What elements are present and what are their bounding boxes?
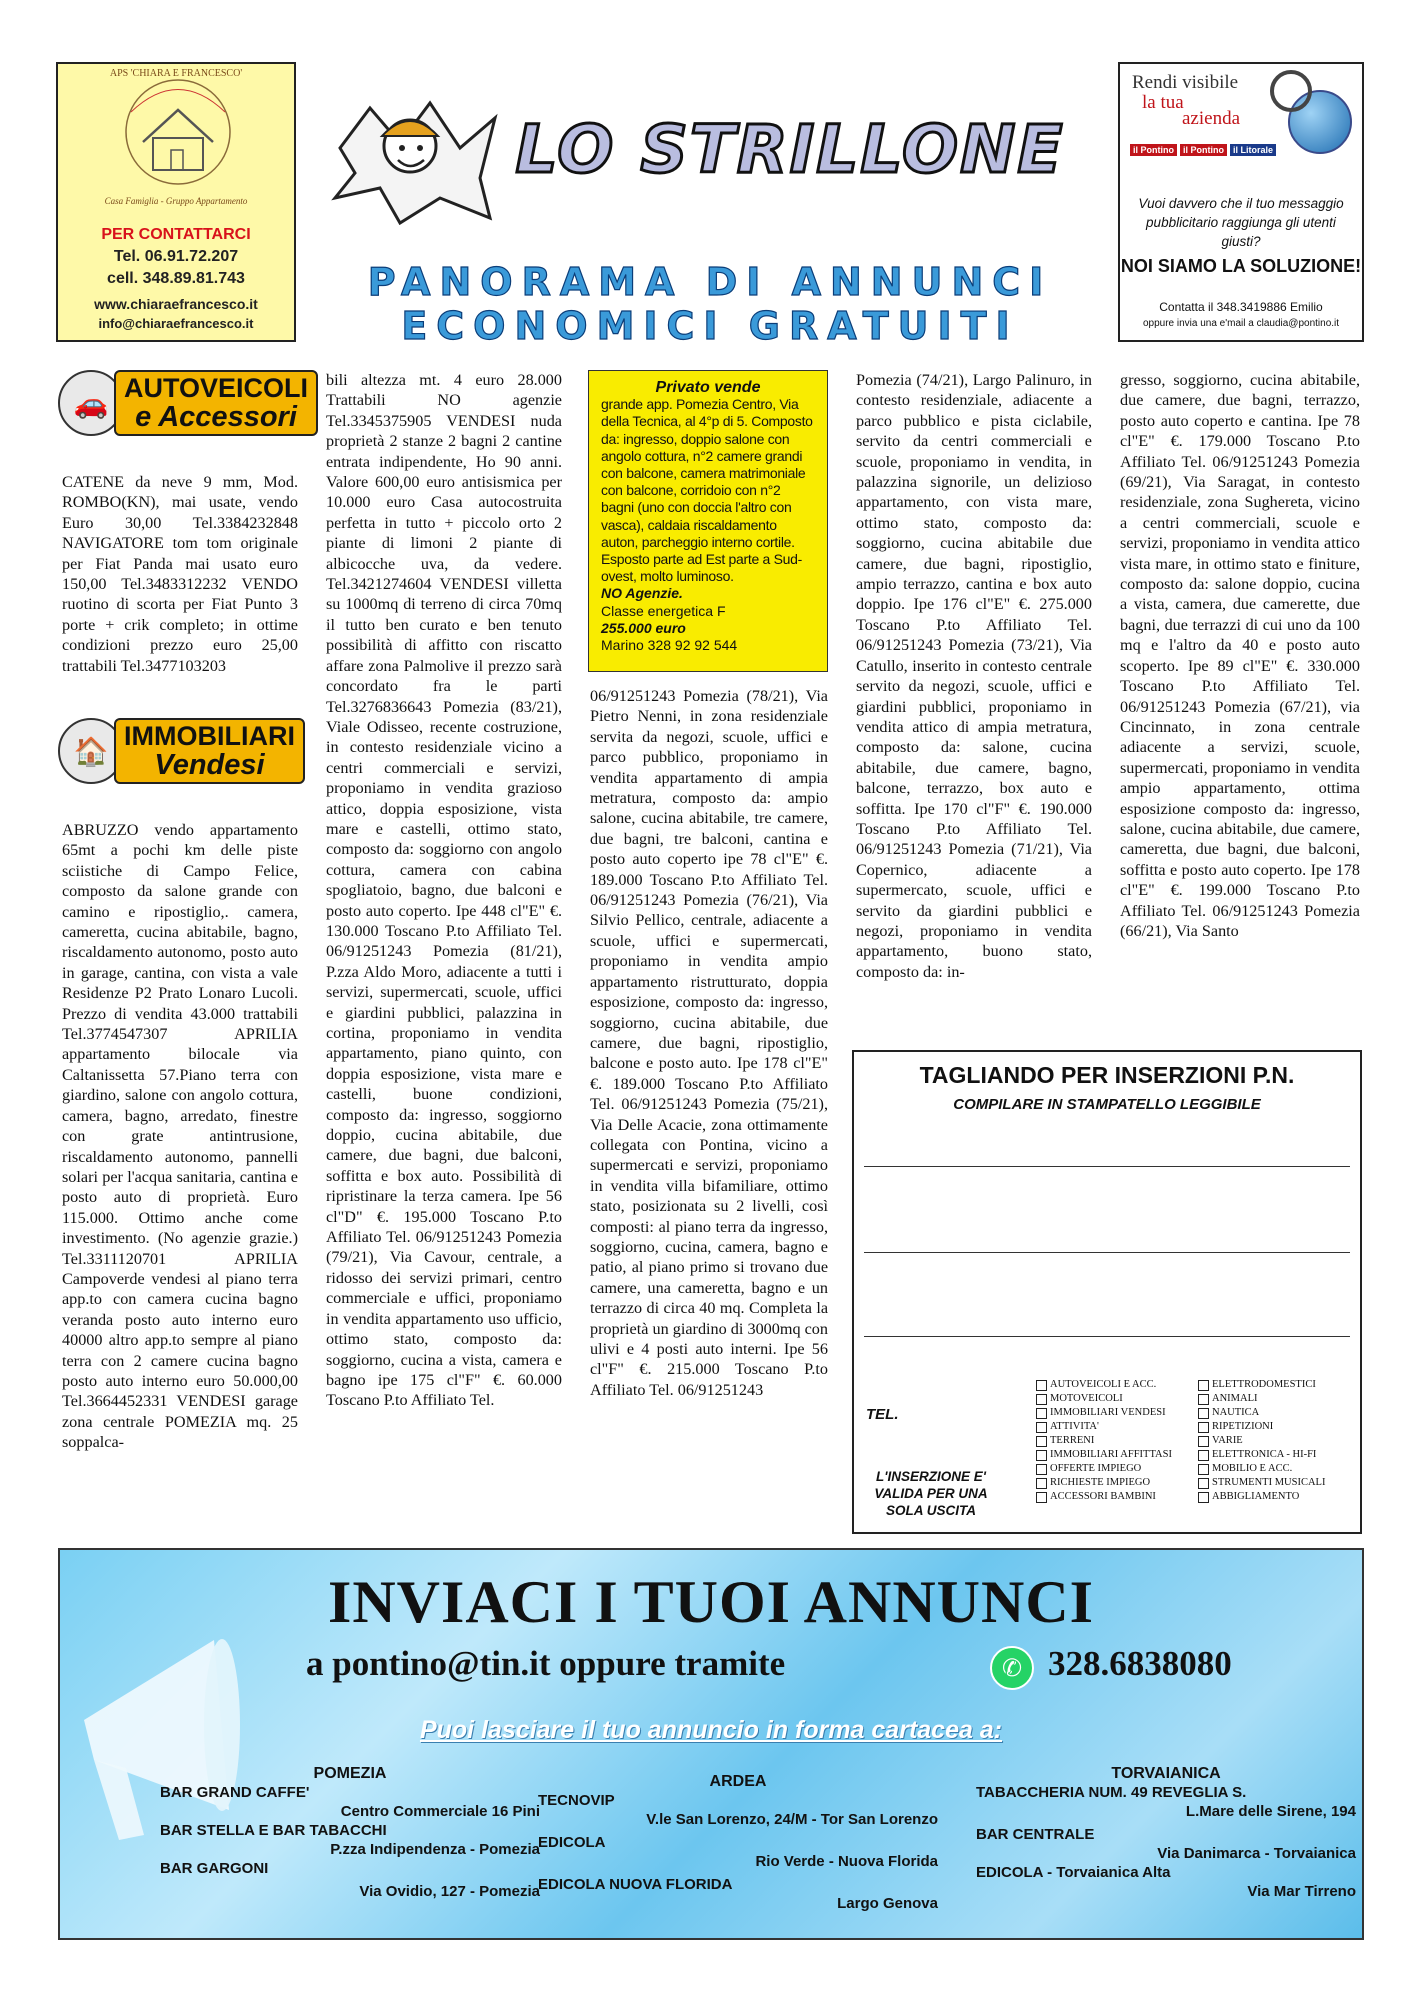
cat-immobiliari-affittasi[interactable]: IMMOBILIARI AFFITTASI	[1036, 1448, 1172, 1462]
section-auto-subtitle: e Accessori	[135, 401, 297, 433]
cat-strumenti-musicali[interactable]: STRUMENTI MUSICALI	[1198, 1476, 1325, 1490]
contact-tel: Tel. 06.91.72.207	[113, 248, 239, 265]
column-1-auto	[62, 472, 298, 676]
column-5	[1120, 370, 1360, 941]
cat-attivita[interactable]: ATTIVITA'	[1036, 1420, 1172, 1434]
cat-animali[interactable]: ANIMALI	[1198, 1392, 1325, 1406]
ardea-l5: EDICOLA NUOVA FLORIDA	[538, 1876, 733, 1893]
ads-col2: bili altezza mt. 4 euro 28.000 Trattabili NO agenzie Tel.3345375905 VENDESI nuda proprietà 2 stanze 2 bagni 2 cantine entrata indipendente, Ho 90 anni. Valore 600,00 euro antisismica per 10.000 euro Casa autocostruita perfetta in tutto + piccolo orto 2 piante di limoni 2 piante di albicocche uva, da vedere. Tel.3421274604 VENDESI villetta su 1000mq di terreno di circa 70mq il tutto ben curato e ben tenuto possibilità di affitto con riscatto affare zona Palmolive il prezzo sarà concordato fra le parti Tel.3276836643 Pomezia (83/21), Viale Odisseo, recente costruzione, in contesto residenziale vicino a centri commerciali e servizi, proponiamo in vendita grazioso attico, doppia esposizione, vista mare e castelli, ottimo stato, composto da: soggiorno con angolo cottura, camera con cabina spogliatoio, bagno, due balconi e posto auto coperto. Ipe 448 cl"E" €. 130.000 Toscano P.to Affiliato Tel. 06/91251243 Pomezia (81/21), P.zza Aldo Moro, adiacente a tutti i servizi, supermercati, scuole, uffici e giardini pubblici, palazzina in cortina, proponiamo in vendita appartamento, piano quinto, con doppia esposizione, vista mare e castelli, buone condizioni, composto da: ingresso, soggiorno doppio, cucina abitabile, due camere, due bagni, due balconi, soffitta e box auto. Possibilità di ripristinare la terza camera. Ipe 56 cl"D" €. 195.000 Toscano P.to Affiliato Tel. 06/91251243 Pomezia (79/21), Via Cavour, centrale, a ridosso dei servizi primari, centro commerciale e uffici, proponiamo in vendita appartamento uso ufficio, ottimo stato, composto da: soggiorno, cucina a vista, camera e bagno ipe 175 cl"F" €. 60.000 Toscano P.to Affiliato Tel.	[326, 371, 562, 1410]
pomezia-l6: Via Ovidio, 127 - Pomezia	[359, 1883, 540, 1900]
ardea-l6: Largo Genova	[837, 1895, 938, 1912]
car-mascot-icon: 🚗	[58, 370, 124, 436]
torvaianica-l2: L.Mare delle Sirene, 194	[1185, 1803, 1356, 1820]
website-link[interactable]: www.chiaraefrancesco.it	[94, 296, 258, 312]
contact-label: PER CONTATTARCI	[101, 226, 251, 243]
cat-motoveicoli[interactable]: MOTOVEICOLI	[1036, 1392, 1172, 1406]
banner-phone[interactable]: 328.6838080	[1048, 1644, 1232, 1683]
column-3	[590, 686, 828, 1400]
ad-line-azienda: azienda	[1182, 108, 1241, 129]
ad-solution: NOI SIAMO LA SOLUZIONE!	[1120, 256, 1362, 276]
coupon-categories-left	[1036, 1378, 1172, 1504]
cat-varie[interactable]: VARIE	[1198, 1434, 1325, 1448]
chiara-francesco-ad	[56, 62, 296, 342]
cat-mobilio[interactable]: MOBILIO E ACC.	[1198, 1462, 1325, 1476]
pomezia-city: POMEZIA	[313, 1765, 387, 1782]
ardea-l4: Rio Verde - Nuova Florida	[755, 1853, 938, 1870]
coupon-line-1	[864, 1166, 1350, 1167]
cat-richieste-impiego[interactable]: RICHIESTE IMPIEGO	[1036, 1476, 1172, 1490]
pomezia-l1: BAR GRAND CAFFE'	[160, 1784, 310, 1801]
masthead-subtitle-2: ECONOMICI GRATUITI	[401, 304, 1019, 348]
banner-paper-note: Puoi lasciare il tuo annuncio in forma cartacea a:	[419, 1716, 1003, 1744]
ardea-city: ARDEA	[709, 1773, 767, 1790]
privato-no-agenzie: NO Agenzie.	[601, 585, 683, 602]
ad-line-rendi: Rendi visibile	[1132, 72, 1239, 93]
column-1-immo	[62, 820, 298, 1453]
torvaianica-city: TORVAIANICA	[1111, 1765, 1221, 1782]
torvaianica-l5: EDICOLA - Torvaianica Alta	[976, 1864, 1171, 1881]
column-4	[856, 370, 1092, 982]
section-autoveicoli	[58, 370, 318, 436]
ads-col5: gresso, soggiorno, cucina abitabile, due camere, due bagni, terrazzo, posto auto coperto e cantina. Ipe 78 cl"E" €. 179.000 Toscano P.to Affiliato Tel. 06/91251243 Pomezia (69/21), Via Saragat, in contesto residenziale, zona Sughereta, vicino a centri commerciali, scuole e servizi, proponiamo in vendita attico vista mare, in ottimo stato e finiture, composto da: salone doppio, cucina a vista, camera, due camerette, due bagni, due terrazzi di cui uno da 100 mq e l'altro da 40 e posto auto scoperto. Ipe 89 cl"E" €. 330.000 Toscano P.to Affiliato Tel. 06/91251243 Pomezia (67/21), via Cincinnato, in zona centrale adiacente a servizi, scuole, supermercati, proponiamo in vendita ampio appartamento, ottima esposizione composto da: ingresso, salone, cucina abitabile, due camere, cameretta, due bagni, due balconi, soffitta e posto auto coperto. Ipe 178 cl"E" €. 199.000 Toscano P.to Affiliato Tel. 06/91251243 Pomezia (66/21), Via Santo	[1120, 371, 1360, 940]
section-auto-title: AUTOVEICOLI	[124, 373, 309, 403]
ardea-l1: TECNOVIP	[538, 1792, 615, 1809]
coupon-tel-label: TEL.	[866, 1406, 899, 1423]
cat-abbigliamento[interactable]: ABBIGLIAMENTO	[1198, 1490, 1325, 1504]
cat-ripetizioni[interactable]: RIPETIZIONI	[1198, 1420, 1325, 1434]
contact-cell: cell. 348.89.81.743	[107, 270, 245, 287]
coupon-validity: L'INSERZIONE E' VALIDA PER UNA SOLA USCITA	[874, 1469, 988, 1518]
email-link[interactable]: info@chiaraefrancesco.it	[98, 316, 254, 331]
send-ads-banner	[58, 1548, 1364, 1940]
pontino-ad	[1118, 62, 1364, 342]
cat-terreni[interactable]: TERRENI	[1036, 1434, 1172, 1448]
section-immo-subtitle: Vendesi	[154, 749, 265, 781]
pomezia-l2: Centro Commerciale 16 Pini	[340, 1803, 540, 1820]
pomezia-l4: P.zza Indipendenza - Pomezia	[330, 1841, 540, 1858]
pomezia-l5: BAR GARGONI	[160, 1860, 269, 1877]
cat-immobiliari-vendesi[interactable]: IMMOBILIARI VENDESI	[1036, 1406, 1172, 1420]
cat-nautica[interactable]: NAUTICA	[1198, 1406, 1325, 1420]
paper-logos	[1130, 144, 1276, 156]
house-logo-icon	[113, 72, 243, 192]
location-torvaianica	[976, 1764, 1356, 1901]
ad-contact-email: oppure invia una e'mail a claudia@pontino.it	[1142, 318, 1340, 329]
torvaianica-l1: TABACCHERIA NUM. 49 REVEGLIA S.	[976, 1784, 1247, 1801]
privato-price: 255.000 euro	[601, 619, 686, 636]
coupon-categories-right	[1198, 1378, 1325, 1504]
newsboy-mascot-icon	[330, 88, 500, 228]
org-name: APS 'CHIARA E FRANCESCO'	[109, 68, 243, 79]
ad-question: Vuoi davvero che il tuo messaggio pubblicitario raggiunga gli utenti giusti?	[1138, 196, 1344, 249]
house-mascot-icon: 🏠	[58, 718, 124, 784]
ad-line-la-tua: la tua	[1142, 92, 1184, 113]
column-2	[326, 370, 562, 1411]
banner-title: INVIACI I TUOI ANNUNCI	[327, 1569, 1095, 1635]
coupon-line-2	[864, 1252, 1350, 1253]
ad-contact: Contatta il 348.3419886 Emilio	[1159, 300, 1323, 314]
privato-body: grande app. Pomezia Centro, Via della Tecnica, al 4°p di 5. Composto da: ingresso, doppio salone con angolo cottura, n°2 camere grandi con balcone, camera matrimoniale con balcone, corridoio con n°2 bagni (uno con doccia l'altro con vasca), caldaia riscaldamento auton, parcheggio interno cortile. Esposto parte ad Est parte a Sud-ovest, molto luminoso.	[601, 396, 813, 585]
torvaianica-l3: BAR CENTRALE	[976, 1826, 1095, 1843]
pomezia-l3: BAR STELLA E BAR TABACCHI	[160, 1822, 387, 1839]
location-ardea	[538, 1772, 938, 1913]
privato-class: Classe energetica F	[601, 602, 726, 619]
cat-autoveicoli[interactable]: AUTOVEICOLI E ACC.	[1036, 1378, 1172, 1392]
ads-immobiliari-col1: ABRUZZO vendo appartamento 65mt a pochi km delle piste sciistiche di Campo Felice, composto da salone grande con camino e ripostiglio,. camera, cameretta, cucina abitabile, bagno, riscaldamento autonomo, posto auto in garage, cantina, con vista a vale Residenze P2 Prato Lonaro Lucoli. Prezzo di vendita 43.000 trattabili Tel.3774547307 APRILIA appartamento bilocale via Caltanissetta 57.Piano terra con giardino, salone con angolo cottura, camera, bagno, arredato, finestre con grate antintrusione, riscaldamento autonomo, pannelli solari per l'acqua sanitaria, cantina e posto auto di proprietà. Euro 115.000. Ottimo anche come investimento. (No agenzie grazie.) Tel.3311120701 APRILIA Campoverde vendesi al piano terra app.to con camera cucina bagno veranda posto auto interno euro 40000 altro app.to sempre al piano terra con 2 camere cucina bagno posto auto interno euro 50.000,00 Tel.3664452331 VENDESI garage zona centrale POMEZIA mq. 25 soppalca-	[62, 821, 298, 1452]
coupon-title: TAGLIANDO PER INSERZIONI P.N.	[919, 1062, 1295, 1088]
magnifier-icon	[1270, 70, 1312, 112]
paper-logo-3: il Litorale	[1230, 144, 1276, 156]
banner-email-line: a pontino@tin.it oppure tramite	[306, 1644, 786, 1683]
masthead-subtitle-1: PANORAMA DI ANNUNCI	[367, 260, 1053, 304]
org-subtitle: Casa Famiglia - Gruppo Appartamento	[104, 196, 248, 206]
privato-title: Privato vende	[655, 379, 761, 396]
privato-vende-box	[588, 370, 828, 672]
cat-offerte-impiego[interactable]: OFFERTE IMPIEGO	[1036, 1462, 1172, 1476]
cat-accessori-bambini[interactable]: ACCESSORI BAMBINI	[1036, 1490, 1172, 1504]
coupon-form	[852, 1050, 1362, 1534]
section-immobiliari	[58, 718, 305, 784]
coupon-line-3	[864, 1336, 1350, 1337]
torvaianica-l4: Via Danimarca - Torvaianica	[1157, 1845, 1356, 1862]
ads-col4: Pomezia (74/21), Largo Palinuro, in contesto residenziale, adiacente a parco pubblico e pista ciclabile, servito da centri commerciali e scuole, proponiamo in vendita, in palazzina signorile, un delizioso appartamento, con vista mare, ottimo stato, composto da: soggiorno, cucina abitabile due camere, due bagni, ripostiglio, ampio terrazzo, cantina e box auto doppio. Ipe 176 cl"E" €. 275.000 Toscano P.to Affiliato Tel. 06/91251243 Pomezia (73/21), Via Catullo, inserito in contesto centrale servito da negozi, scuole, uffici e giardini pubblici, proponiamo in vendita attico di ampia metratura, composto da: salone, cucina abitabile, due camere, bagno, balcone, terrazzo, box auto e soffitta. Ipe 170 cl"F" €. 190.000 Toscano P.to Affiliato Tel. 06/91251243 Pomezia (71/21), Via Copernico, adiacente a supermercato, scuole, uffici e servito da giardini pubblici e negozi, proponiamo in vendita appartamento, buono stato, composto da: in-	[856, 371, 1092, 981]
ads-autoveicoli: CATENE da neve 9 mm, Mod. ROMBO(KN), mai usate, vendo Euro 30,00 Tel.3384232848 NAVIGATORE tom tom originale per Fiat Panda mai usato euro 150,00 Tel.3483312232 VENDO ruotino di scorta per Fiat Punto 3 porte + crik completo; in ottime condizioni prezzo euro 25,00 trattabili Tel.3477103203	[62, 473, 298, 675]
privato-contact: Marino 328 92 92 544	[601, 637, 738, 654]
paper-logo-1: il Pontino	[1130, 144, 1177, 156]
masthead	[320, 60, 1080, 360]
coupon-subtitle: COMPILARE IN STAMPATELLO LEGGIBILE	[953, 1096, 1261, 1113]
cat-elettrodomestici[interactable]: ELETTRODOMESTICI	[1198, 1378, 1325, 1392]
torvaianica-l6: Via Mar Tirreno	[1247, 1883, 1356, 1900]
ardea-l2: V.le San Lorenzo, 24/M - Tor San Lorenzo	[646, 1811, 938, 1828]
masthead-title: LO STRILLONE	[515, 111, 1065, 188]
location-pomezia	[160, 1764, 540, 1901]
whatsapp-icon: ✆	[990, 1646, 1034, 1690]
section-immo-title: IMMOBILIARI	[124, 721, 295, 751]
cat-elettronica[interactable]: ELETTRONICA - HI-FI	[1198, 1448, 1325, 1462]
ardea-l3: EDICOLA	[538, 1834, 606, 1851]
coupon-write-area[interactable]	[864, 1132, 1350, 1372]
paper-logo-2: il Pontino	[1180, 144, 1227, 156]
ads-col3: 06/91251243 Pomezia (78/21), Via Pietro Nenni, in zona residenziale servita da negozi, scuole, uffici e parco pubblico, proponiamo in vendita appartamento di ampia metratura, composto da: ampio salone, cucina abitabile, tre camere, due bagni, tre balconi, cantina e posto auto coperto ipe 78 cl"E" €. 189.000 Toscano P.to Affiliato Tel. 06/91251243 Pomezia (76/21), Via Silvio Pellico, centrale, adiacente a scuole, uffici e supermercati, proponiamo in vendita ampio appartamento ristrutturato, doppia esposizione, composto da: ingresso, soggiorno, cucina abitabile, due camere, due bagni, ripostiglio, balcone e posto auto. Ipe 178 cl"E" €. 189.000 Toscano P.to Affiliato Tel. 06/91251243 Pomezia (75/21), Via Delle Acacie, zona ottimamente collegata con Pontina, vicino a supermercati e servizi, proponiamo in vendita villa bifamiliare, ottimo stato, posizionata su 2 livelli, così composti: al piano terra da ingresso, soggiorno, cucina, camera, bagno e patio, al piano primo si trovano due camere, una cameretta, bagno e un terrazzo di circa 40 mq. Completa la proprietà un giardino di 3000mq con ulivi e 4 posti auto interni. Ipe 56 cl"F" €. 215.000 Toscano P.to Affiliato Tel. 06/91251243	[590, 687, 828, 1399]
